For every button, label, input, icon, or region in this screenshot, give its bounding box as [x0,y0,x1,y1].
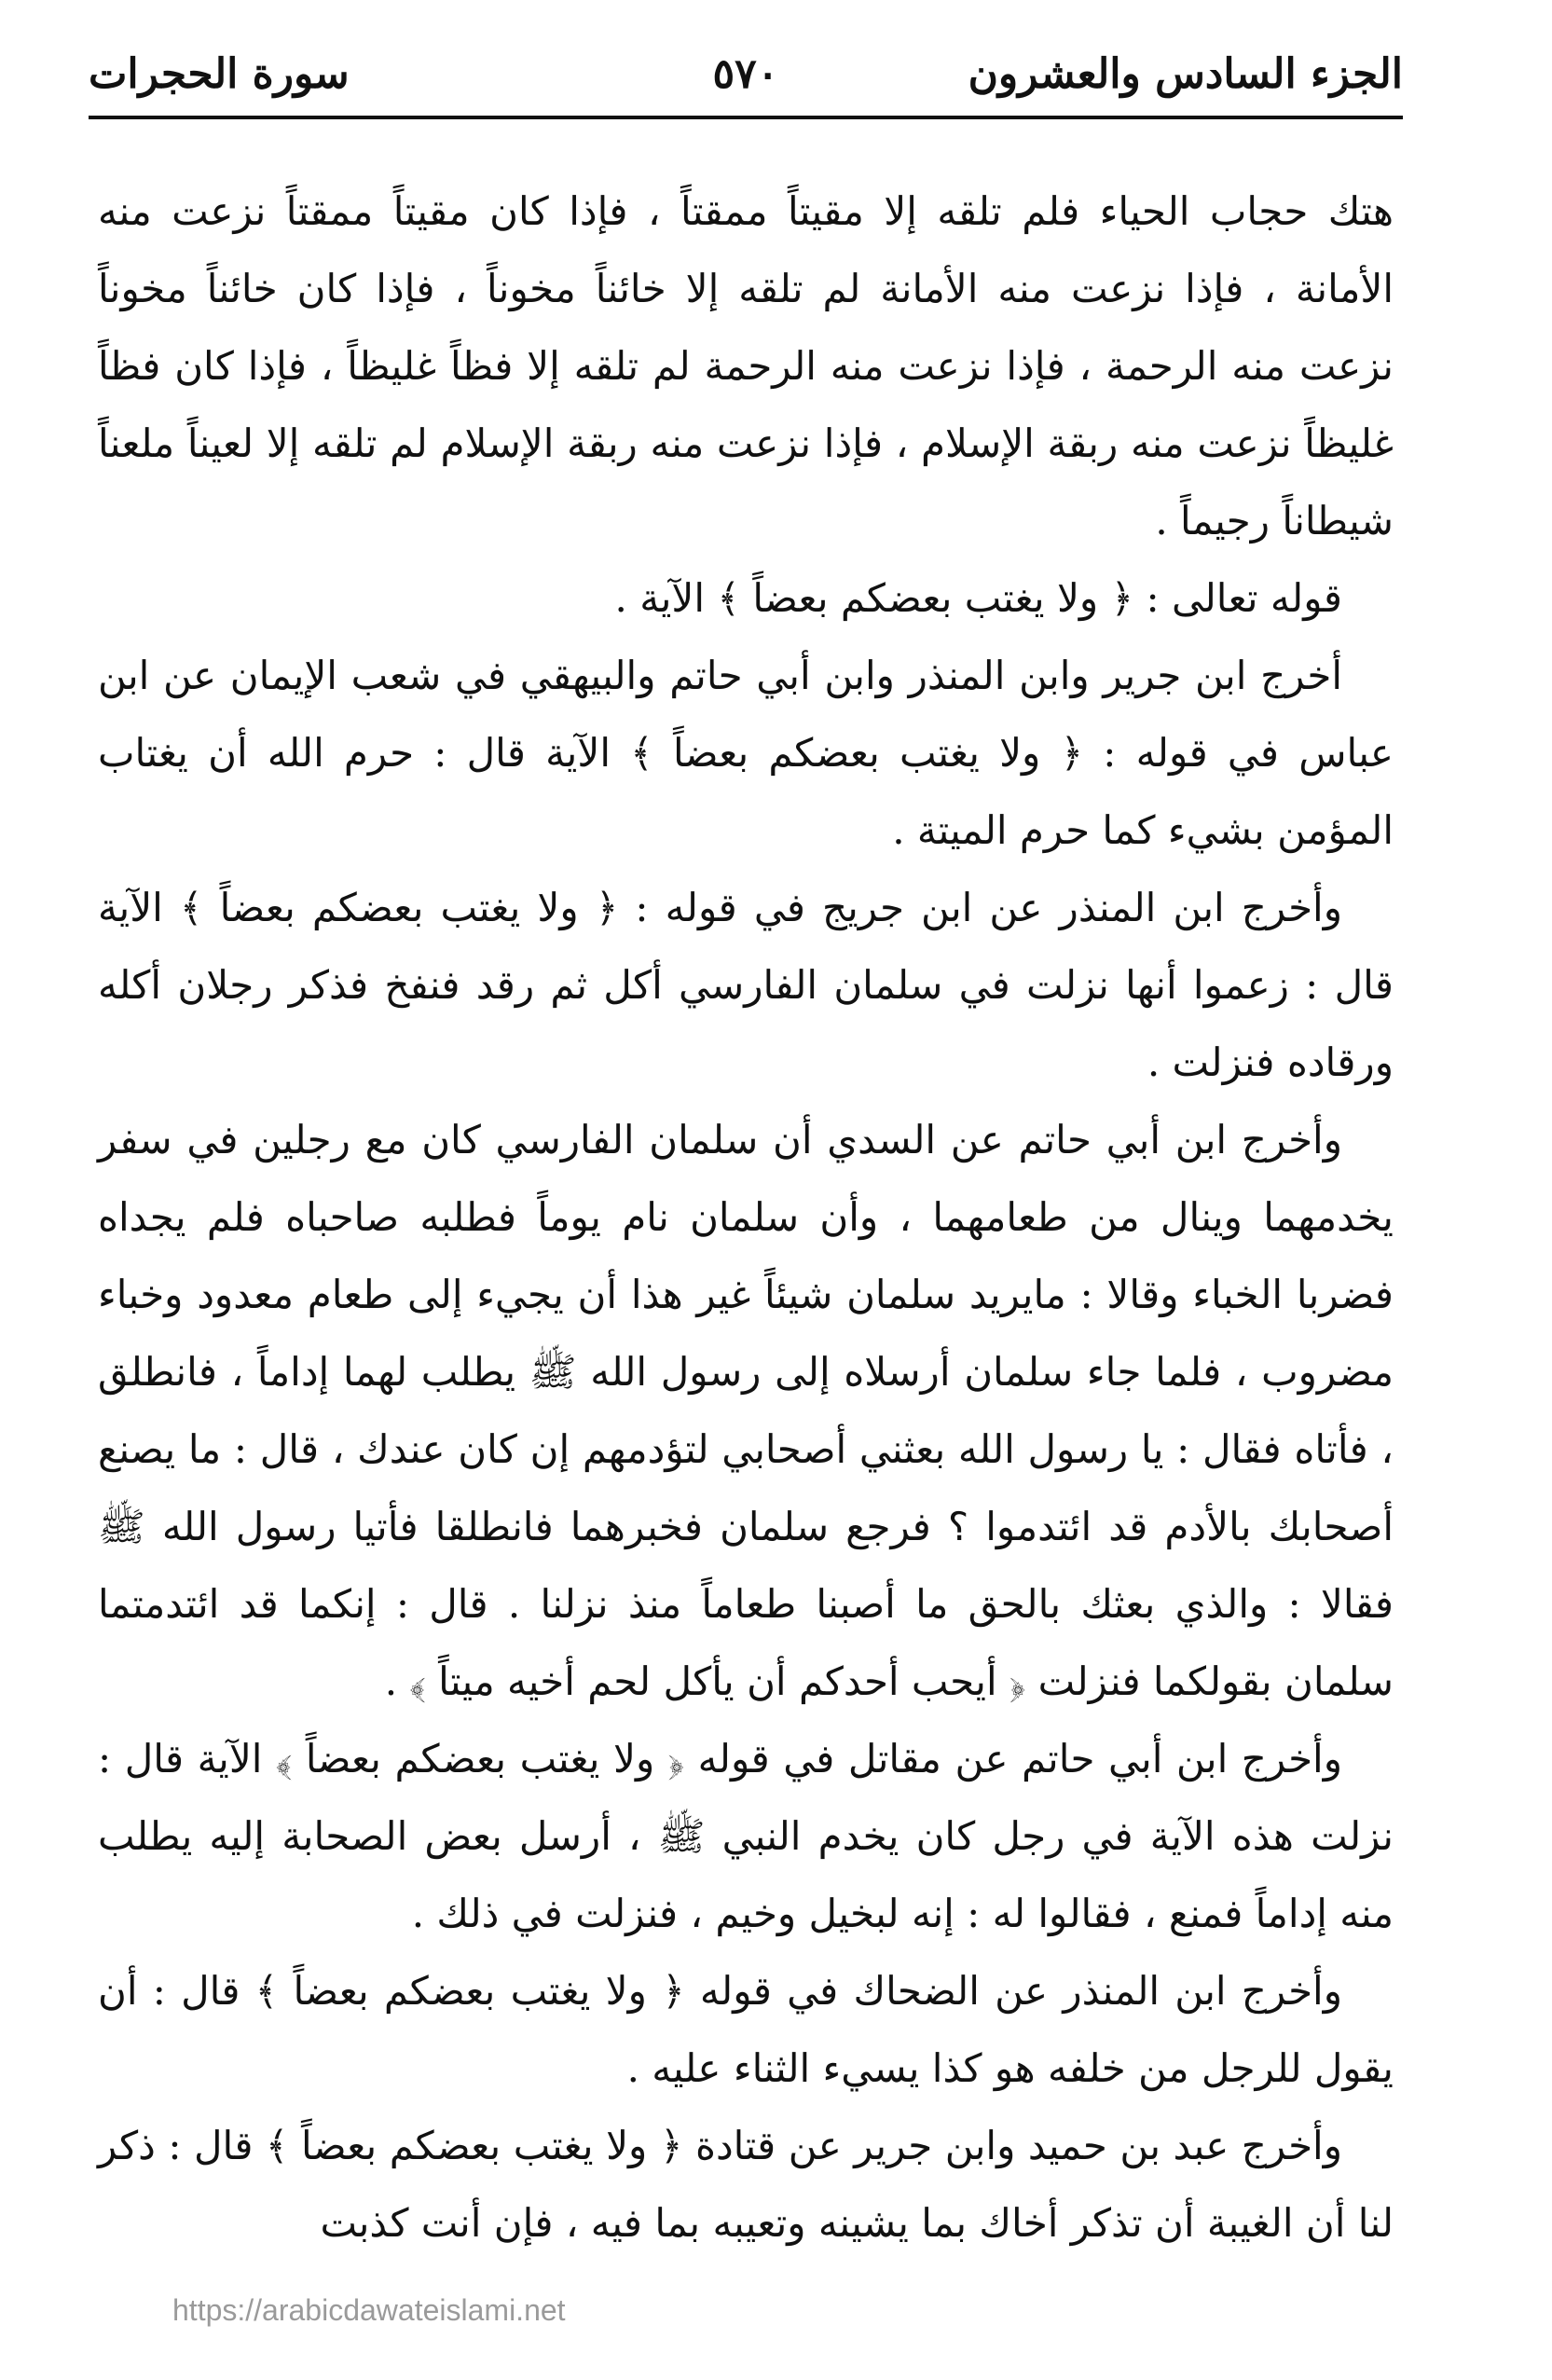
header-part-title: الجزء السادس والعشرون [968,50,1403,98]
paragraph-8: وأخرج عبد بن حميد وابن جرير عن قتادة ﴿ ولا يغتب بعضكم بعضاً ﴾ قال : ذكر لنا أن الغيبة أن تذكر أخاك بما يشينه وتعيبه بما فيه ، فإن أنت كذبت [98,2123,1394,2246]
paragraph-6: وأخرج ابن أبي حاتم عن مقاتل في قوله ﴿ ولا يغتب بعضكم بعضاً ﴾ الآية قال : نزلت هذه الآية في رجل كان يخدم النبي ﷺ ، أرسل بعض الصحابة إليه يطلب منه إداماً فمنع ، فقالوا له : إنه لبخيل وخيم ، فنزلت في ذلك . [98,1736,1394,1936]
watermark-url: https://arabicdawateislami.net [172,2293,566,2327]
paragraph-7: وأخرج ابن المنذر عن الضحاك في قوله ﴿ ولا يغتب بعضكم بعضاً ﴾ قال : أن يقول للرجل من خلفه هو كذا يسيء الثناء عليه . [98,1968,1394,2091]
paragraph-3: أخرج ابن جرير وابن المنذر وابن أبي حاتم والبيهقي في شعب الإيمان عن ابن عباس في قوله : ﴿ ولا يغتب بعضكم بعضاً ﴾ الآية قال : حرم الله أن يغتاب المؤمن بشيء كما حرم الميتة . [98,653,1394,853]
paragraph-1: هتك حجاب الحياء فلم تلقه إلا مقيتاً ممقتاً ، فإذا كان مقيتاً ممقتاً نزعت منه الأمانة ، فإذا نزعت منه الأمانة لم تلقه إلا خائناً مخوناً ، فإذا كان خائناً مخوناً نزعت منه الرحمة ، فإذا نزعت منه الرحمة لم تلقه إلا فظاً غليظاً ، فإذا كان فظاً غليظاً نزعت منه ربقة الإسلام ، فإذا نزعت منه ربقة الإسلام لم تلقه إلا لعيناً ملعناً شيطاناً رجيماً . [98,188,1394,543]
page-body [98,172,1394,2262]
header-divider [89,116,1403,119]
paragraph-5: وأخرج ابن أبي حاتم عن السدي أن سلمان الفارسي كان مع رجلين في سفر يخدمهما وينال من طعامهما ، وأن سلمان نام يوماً فطلبه صاحباه فلم يجداه فضربا الخباء وقالا : مايريد سلمان شيئاً غير هذا أن يجيء إلى طعام معدود وخباء مضروب ، فلما جاء سلمان أرسلاه إلى رسول الله ﷺ يطلب لهما إداماً ، فانطلق ، فأتاه فقال : يا رسول الله بعثني أصحابي لتؤدمهم إن كان عندك ، قال : ما يصنع أصحابك بالأدم قد ائتدموا ؟ فرجع سلمان فخبرهما فانطلقا فأتيا رسول الله ﷺ فقالا : والذي بعثك بالحق ما أصبنا طعاماً منذ نزلنا . قال : إنكما قد ائتدمتما سلمان بقولكما فنزلت ﴿ أيحب أحدكم أن يأكل لحم أخيه ميتاً ﴾ . [98,1117,1394,1704]
header-page-number: ٥٧٠ [712,50,779,98]
paragraph-2: قوله تعالى : ﴿ ولا يغتب بعضكم بعضاً ﴾ الآية . [614,575,1342,621]
paragraph-4: وأخرج ابن المنذر عن ابن جريج في قوله : ﴿ ولا يغتب بعضكم بعضاً ﴾ الآية قال : زعموا أنها نزلت في سلمان الفارسي أكل ثم رقد فنفخ فذكر رجلان أكله ورقاده فنزلت . [98,885,1394,1085]
page-header [89,37,1403,112]
header-surah-title: سورة الحجرات [89,50,350,98]
